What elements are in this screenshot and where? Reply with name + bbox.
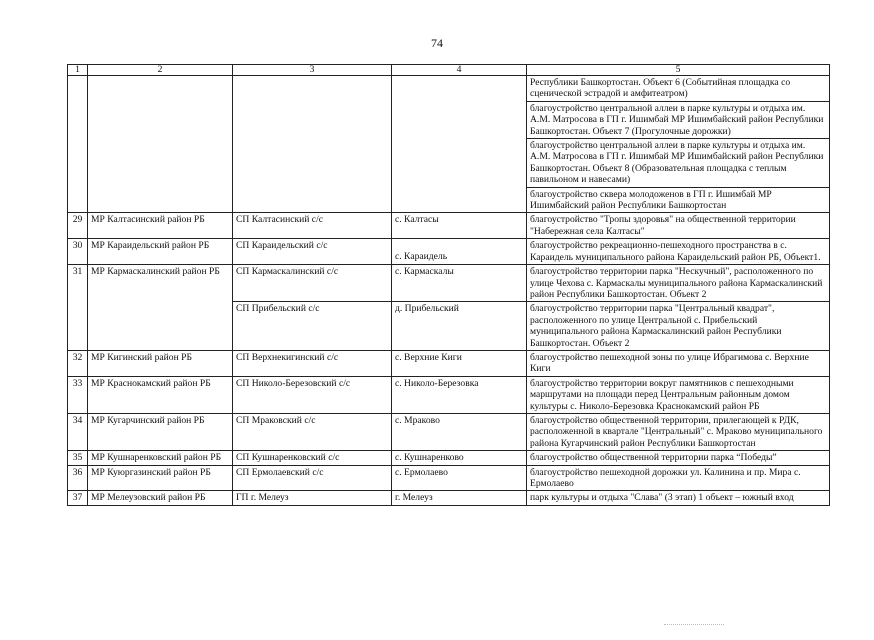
- cell-district: [88, 76, 233, 213]
- table-row: [68, 265, 830, 302]
- cell-settlement: СП Мраковский с/с: [233, 413, 392, 450]
- page-number: 74: [431, 36, 443, 50]
- cell-settlement: СП Николо-Березовский с/с: [233, 376, 392, 413]
- cell-settlement: СП Кармаскалинский с/с: [233, 265, 392, 302]
- table-row: [68, 465, 830, 491]
- cell-locality: г. Мелеуз: [392, 491, 527, 505]
- cell-num: 29: [68, 213, 88, 239]
- cell-settlement: [233, 76, 392, 213]
- scan-artifact: [664, 624, 724, 626]
- cell-settlement: СП Калтасинский с/с: [233, 213, 392, 239]
- cell-description: благоустройство пешеходной зоны по улице Ибрагимова с. Верхние Киги: [527, 350, 830, 376]
- cell-description: благоустройство пешеходной дорожки ул. Калинина и пр. Мира с. Ермолаево: [527, 465, 830, 491]
- cell-settlement: СП Верхнекигинский с/с: [233, 350, 392, 376]
- cell-district: МР Кармаскалинский район РБ: [88, 265, 233, 351]
- cell-description: благоустройство рекреационно-пешеходного пространства в с. Караидель муниципального района Караидельский район РБ, Объект1.: [527, 239, 830, 265]
- cell-description: парк культуры и отдыха "Слава" (3 этап) 1 объект – южный вход: [527, 491, 830, 505]
- table-row: [68, 350, 830, 376]
- locality-text: с. Караидель: [395, 251, 448, 263]
- cell-locality: с. Калтасы: [392, 213, 527, 239]
- cell-num: 37: [68, 491, 88, 505]
- cell-description: благоустройство территории парка "Центральный квадрат", расположенного по улице Центральной с. Прибельский муниципального района Кармаскалинский район Республики Башкортостан. Объект 2: [527, 302, 830, 351]
- continuation-item: Республики Башкортостан. Объект 6 (Событийная площадка со сценической эстрадой и амфитеатром): [530, 77, 791, 100]
- cell-district: МР Кугарчинский район РБ: [88, 413, 233, 450]
- cell-locality: [392, 76, 527, 213]
- cell-num: 32: [68, 350, 88, 376]
- cell-settlement: ГП г. Мелеуз: [233, 491, 392, 505]
- column-header: 4: [392, 65, 527, 76]
- cell-description: благоустройство общественной территории парка “Победы”: [527, 451, 830, 465]
- column-header: 5: [527, 65, 830, 76]
- cell-district: МР Караидельский район РБ: [88, 239, 233, 265]
- continuation-item: благоустройство центральной аллеи в парке культуры и отдыха им. А.М. Матросова в ГП г. Ишимбай МР Ишимбайский район Республики Башкортостан. Объект 8 (Образовательная площадка с теплым павильоном и навесами): [527, 138, 829, 186]
- column-header: 1: [68, 65, 88, 76]
- table-row: [68, 451, 830, 465]
- cell-district: МР Мелеузовский район РБ: [88, 491, 233, 505]
- cell-district: МР Кигинский район РБ: [88, 350, 233, 376]
- cell-locality: с. Кармаскалы: [392, 265, 527, 302]
- continuation-item: благоустройство сквера молодоженов в ГП г. Ишимбай МР Ишимбайский район Республики Башкортостан: [527, 187, 829, 212]
- cell-settlement: СП Прибельский с/с: [233, 302, 392, 351]
- cell-description: благоустройство территории парка "Нескучный", расположенного по улице Чехова с. Кармаскалы муниципального района Кармаскалинский район Республики Башкортостан. Объект 2: [527, 265, 830, 302]
- cell-settlement: СП Караидельский с/с: [233, 239, 392, 265]
- table-row: [68, 491, 830, 505]
- cell-locality: [392, 239, 527, 265]
- table-header-row: [68, 65, 830, 76]
- cell-locality: с. Верхние Киги: [392, 350, 527, 376]
- cell-district: МР Калтасинский район РБ: [88, 213, 233, 239]
- cell-settlement: СП Кушнаренковский с/с: [233, 451, 392, 465]
- cell-description: благоустройство общественной территории, прилегающей к РДК, расположенной в квартале "Центральный" с. Мраково муниципального района Кугарчинский район Республики Башкортостан: [527, 413, 830, 450]
- table-row: [68, 213, 830, 239]
- cell-locality: д. Прибельский: [392, 302, 527, 351]
- cell-locality: с. Николо-Березовка: [392, 376, 527, 413]
- cell-locality: с. Кушнаренково: [392, 451, 527, 465]
- document-table: [67, 64, 830, 506]
- cell-settlement: СП Ермолаевский с/с: [233, 465, 392, 491]
- cell-district: МР Кушнаренковский район РБ: [88, 451, 233, 465]
- cell-description: благоустройство "Тропы здоровья" на общественной территории "Набережная села Калтасы": [527, 213, 830, 239]
- cell-district: МР Краснокамский район РБ: [88, 376, 233, 413]
- table-row: [68, 413, 830, 450]
- table-row: [68, 376, 830, 413]
- cell-num: 35: [68, 451, 88, 465]
- cell-num: 34: [68, 413, 88, 450]
- cell-num: 33: [68, 376, 88, 413]
- cell-locality: с. Мраково: [392, 413, 527, 450]
- cell-num: [68, 76, 88, 213]
- cell-description: [527, 76, 830, 213]
- continuation-item: благоустройство центральной аллеи в парке культуры и отдыха им. А.М. Матросова в ГП г. Ишимбай МР Ишимбайский район Республики Башкортостан. Объект 7 (Прогулочные дорожки): [527, 101, 829, 137]
- table-row-continuation: [68, 76, 830, 213]
- cell-locality: с. Ермолаево: [392, 465, 527, 491]
- cell-district: МР Куюргазинский район РБ: [88, 465, 233, 491]
- cell-description: благоустройство территории вокруг памятников с пешеходными маршрутами на площади перед Центральным районным домом культуры с. Николо-Березовка Краснокамский район РБ: [527, 376, 830, 413]
- cell-num: 36: [68, 465, 88, 491]
- column-header: 2: [88, 65, 233, 76]
- table-row: [68, 239, 830, 265]
- column-header: 3: [233, 65, 392, 76]
- cell-num: 31: [68, 265, 88, 351]
- cell-num: 30: [68, 239, 88, 265]
